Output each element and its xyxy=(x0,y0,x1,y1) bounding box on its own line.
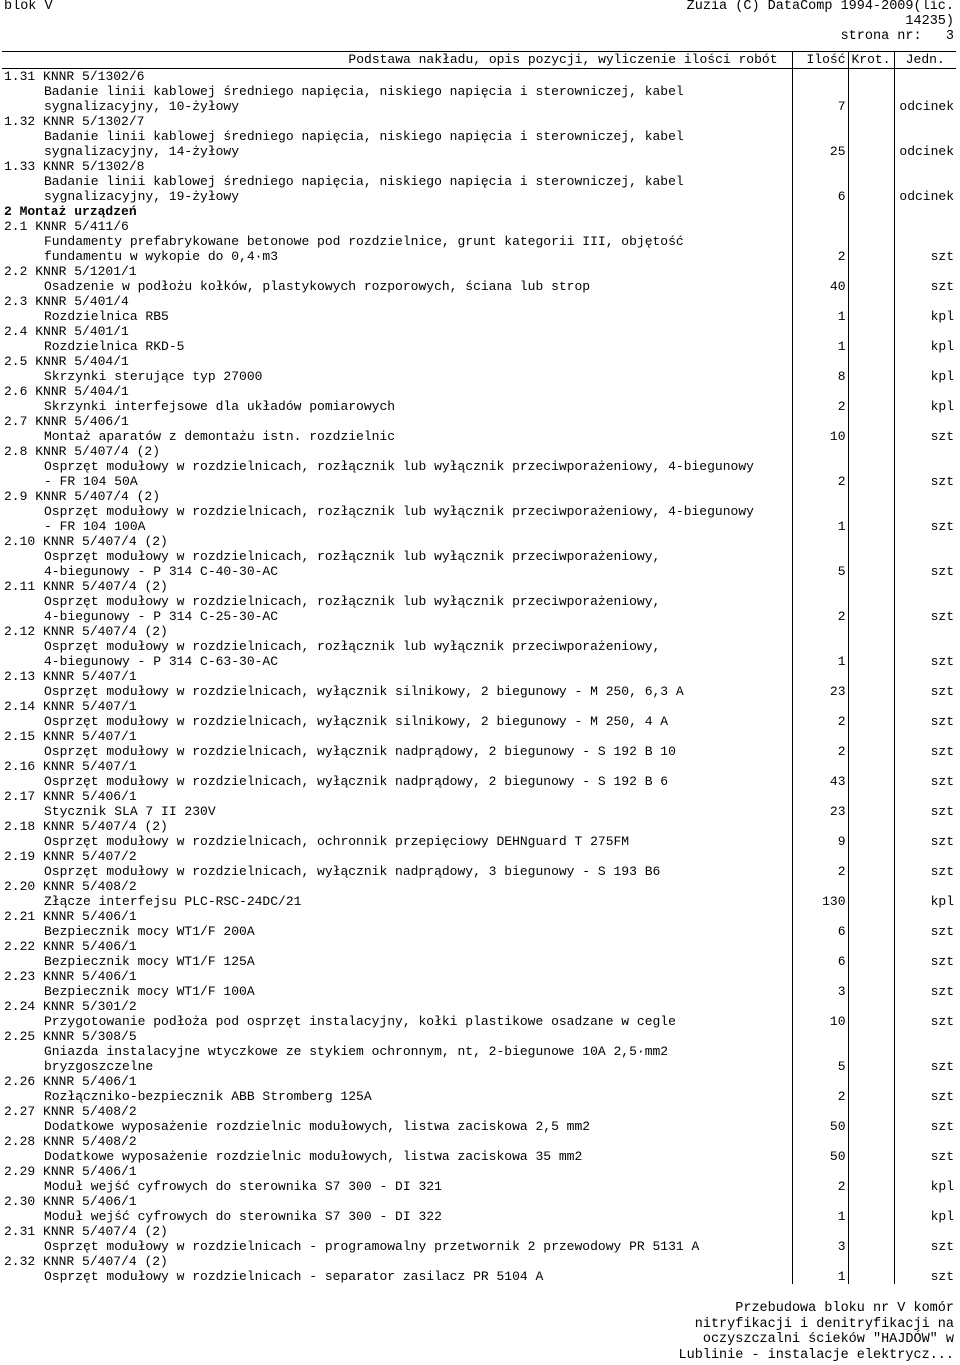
table-row xyxy=(2,594,956,609)
item-unit: szt xyxy=(930,1059,954,1074)
item-code: KNNR 5/308/5 xyxy=(43,1029,137,1044)
item-code: KNNR 5/404/1 xyxy=(35,384,129,399)
item-unit: szt xyxy=(930,279,954,294)
table-row xyxy=(2,939,956,954)
item-number: 2.28 xyxy=(4,1134,36,1149)
item-number: 1.32 xyxy=(4,114,36,129)
table-row xyxy=(2,1029,956,1044)
item-description: Osprzęt modułowy w rozdzielnicach, wyłącznik nadprądowy, 3 biegunowy - S 193 B6 xyxy=(44,864,661,879)
item-unit: szt xyxy=(930,1089,954,1104)
item-description: Dodatkowe wyposażenie rozdzielnic modułowych, listwa zaciskowa 2,5 mm2 xyxy=(44,1119,591,1134)
item-unit: szt xyxy=(930,744,954,759)
item-description: Osprzęt modułowy w rozdzielnicach, rozłącznik lub wyłącznik przeciwporażeniowy, xyxy=(44,639,661,654)
item-quantity: 130 xyxy=(792,894,848,909)
header-license-line: Zuzia (C) DataComp 1994-2009(lic. xyxy=(686,0,954,14)
item-description: Rozdzielnica RKD-5 xyxy=(44,339,185,354)
item-description: Gniazda instalacyjne wtyczkowe ze stykiem ochronnym, nt, 2-biegunowe 10A 2,5·mm2 xyxy=(44,1044,669,1059)
item-quantity: 6 xyxy=(792,924,848,939)
item-quantity: 1 xyxy=(792,654,848,669)
item-number: 2.30 xyxy=(4,1194,36,1209)
column-header-unit: Jedn. xyxy=(894,52,956,69)
item-description: Przygotowanie podłoża pod osprzęt instalacyjny, kołki plastikowe osadzane w cegle xyxy=(44,1014,676,1029)
table-row xyxy=(2,309,956,324)
item-description: Złącze interfejsu PLC-RSC-24DC/21 xyxy=(44,894,302,909)
table-row xyxy=(2,264,956,279)
table-row xyxy=(2,654,956,669)
table-row xyxy=(2,759,956,774)
cost-estimate-table xyxy=(2,51,956,1284)
item-description: Osprzęt modułowy w rozdzielnicach, wyłącznik nadprądowy, 2 biegunowy - S 192 B 10 xyxy=(44,744,676,759)
table-row xyxy=(2,1134,956,1149)
item-number: 2.6 xyxy=(4,384,28,399)
item-unit: odcinek xyxy=(899,144,954,159)
item-description: Bezpiecznik mocy WT1/F 200A xyxy=(44,924,255,939)
item-description: - FR 104 50A xyxy=(44,474,138,489)
item-quantity: 1 xyxy=(792,1269,848,1284)
item-code: KNNR 5/401/1 xyxy=(35,324,129,339)
table-row xyxy=(2,1239,956,1254)
item-description: Badanie linii kablowej średniego napięcia, niskiego napięcia i sterowniczej, kabel xyxy=(44,84,684,99)
item-code: KNNR 5/407/1 xyxy=(43,699,137,714)
item-description: Osprzęt modułowy w rozdzielnicach, wyłącznik silnikowy, 2 biegunowy - M 250, 6,3 A xyxy=(44,684,684,699)
footer-line: oczyszczalni ścieków "HAJDÓW" w xyxy=(702,1332,954,1347)
table-row xyxy=(2,144,956,159)
item-quantity: 2 xyxy=(792,1179,848,1194)
footer-line: Przebudowa bloku nr V komór xyxy=(735,1301,954,1316)
table-row xyxy=(2,249,956,264)
item-description: Osprzęt modułowy w rozdzielnicach, ochronnik przepięciowy DEHNguard T 275FM xyxy=(44,834,630,849)
item-unit: szt xyxy=(930,429,954,444)
header-block-name: blok V xyxy=(4,0,53,14)
item-unit: szt xyxy=(930,924,954,939)
table-row xyxy=(2,534,956,549)
item-number: 2.31 xyxy=(4,1224,36,1239)
item-code: KNNR 5/406/1 xyxy=(43,1074,137,1089)
table-row xyxy=(2,474,956,489)
header-page-number: strona nr: 3 xyxy=(840,29,954,44)
item-number: 2.5 xyxy=(4,354,28,369)
item-description: 4-biegunowy - P 314 C-40-30-AC xyxy=(44,564,279,579)
item-number: 2.12 xyxy=(4,624,36,639)
table-row xyxy=(2,279,956,294)
item-description: Badanie linii kablowej średniego napięcia, niskiego napięcia i sterowniczej, kabel xyxy=(44,174,684,189)
item-quantity: 3 xyxy=(792,984,848,999)
item-unit: szt xyxy=(930,954,954,969)
item-unit: kpl xyxy=(930,339,954,354)
table-row xyxy=(2,1014,956,1029)
item-description: Osprzęt modułowy w rozdzielnicach, rozłącznik lub wyłącznik przeciwporażeniowy, 4-biegunowy xyxy=(44,459,754,474)
table-row xyxy=(2,984,956,999)
table-row xyxy=(2,1149,956,1164)
table-row xyxy=(2,564,956,579)
item-code: KNNR 5/408/2 xyxy=(43,879,137,894)
table-row xyxy=(2,189,956,204)
column-header-description: Podstawa nakładu, opis pozycji, wyliczenie ilości robót xyxy=(2,52,792,69)
column-header-row xyxy=(2,52,956,69)
item-number: 2.21 xyxy=(4,909,36,924)
item-description: Moduł wejść cyfrowych do sterownika S7 300 - DI 322 xyxy=(44,1209,442,1224)
item-unit: szt xyxy=(930,984,954,999)
table-row xyxy=(2,1209,956,1224)
table-row xyxy=(2,459,956,474)
item-unit: odcinek xyxy=(899,189,954,204)
table-row xyxy=(2,69,956,85)
item-code: KNNR 5/406/1 xyxy=(43,969,137,984)
table-row xyxy=(2,1194,956,1209)
item-quantity: 7 xyxy=(792,99,848,114)
item-quantity: 2 xyxy=(792,399,848,414)
table-row xyxy=(2,669,956,684)
item-unit: szt xyxy=(930,774,954,789)
table-row xyxy=(2,834,956,849)
item-description: fundamentu w wykopie do 0,4·m3 xyxy=(44,249,279,264)
item-code: KNNR 5/406/1 xyxy=(43,909,137,924)
item-unit: szt xyxy=(930,1269,954,1284)
item-quantity: 23 xyxy=(792,804,848,819)
item-code: KNNR 5/407/4 (2) xyxy=(43,624,168,639)
item-unit: szt xyxy=(930,654,954,669)
item-unit: szt xyxy=(930,519,954,534)
table-row xyxy=(2,294,956,309)
item-code: KNNR 5/401/4 xyxy=(35,294,129,309)
item-unit: szt xyxy=(930,1149,954,1164)
item-unit: kpl xyxy=(930,369,954,384)
item-quantity: 1 xyxy=(792,519,848,534)
item-number: 2.25 xyxy=(4,1029,36,1044)
item-quantity: 2 xyxy=(792,609,848,624)
item-unit: kpl xyxy=(930,309,954,324)
item-number: 2.1 xyxy=(4,219,28,234)
table-row xyxy=(2,1104,956,1119)
item-unit: szt xyxy=(930,834,954,849)
item-code: KNNR 5/1302/7 xyxy=(43,114,145,129)
table-row xyxy=(2,1269,956,1284)
item-number: 2.18 xyxy=(4,819,36,834)
item-quantity: 25 xyxy=(792,144,848,159)
table-row xyxy=(2,324,956,339)
table-row xyxy=(2,399,956,414)
item-quantity: 10 xyxy=(792,429,848,444)
item-quantity: 50 xyxy=(792,1119,848,1134)
item-code: KNNR 5/407/4 (2) xyxy=(43,1254,168,1269)
table-row xyxy=(2,384,956,399)
table-row xyxy=(2,504,956,519)
table-row xyxy=(2,159,956,174)
item-number: 2.9 xyxy=(4,489,28,504)
item-quantity: 2 xyxy=(792,1089,848,1104)
table-row xyxy=(2,99,956,114)
item-number: 2.24 xyxy=(4,999,36,1014)
item-description: Moduł wejść cyfrowych do sterownika S7 300 - DI 321 xyxy=(44,1179,442,1194)
item-code: KNNR 5/408/2 xyxy=(43,1134,137,1149)
item-number: 2.2 xyxy=(4,264,28,279)
item-description: Osadzenie w podłożu kołków, plastykowych rozporowych, ściana lub strop xyxy=(44,279,591,294)
item-quantity: 2 xyxy=(792,744,848,759)
item-code: KNNR 5/404/1 xyxy=(35,354,129,369)
table-row xyxy=(2,1074,956,1089)
item-quantity: 43 xyxy=(792,774,848,789)
item-quantity: 5 xyxy=(792,1059,848,1074)
item-description: Skrzynki sterujące typ 27000 xyxy=(44,369,263,384)
table-row xyxy=(2,684,956,699)
item-code: KNNR 5/301/2 xyxy=(43,999,137,1014)
table-row xyxy=(2,699,956,714)
item-number: 2.22 xyxy=(4,939,36,954)
item-unit: kpl xyxy=(930,894,954,909)
table-row xyxy=(2,1059,956,1074)
item-unit: szt xyxy=(930,1119,954,1134)
item-number: 2.17 xyxy=(4,789,36,804)
table-row xyxy=(2,519,956,534)
item-number: 2.8 xyxy=(4,444,28,459)
table-row xyxy=(2,444,956,459)
column-header-quantity: Ilość xyxy=(792,52,848,69)
item-description: Montaż aparatów z demontażu istn. rozdzielnic xyxy=(44,429,396,444)
item-code: KNNR 5/407/4 (2) xyxy=(43,579,168,594)
table-row xyxy=(2,1224,956,1239)
item-number: 2.4 xyxy=(4,324,28,339)
item-description: Bezpiecznik mocy WT1/F 100A xyxy=(44,984,255,999)
item-code: KNNR 5/407/1 xyxy=(43,759,137,774)
table-row xyxy=(2,864,956,879)
table-row xyxy=(2,1164,956,1179)
table-row xyxy=(2,429,956,444)
footer-line: Lublinie - instalacje elektrycz... xyxy=(678,1347,954,1363)
item-quantity: 1 xyxy=(792,339,848,354)
item-quantity: 50 xyxy=(792,1149,848,1164)
table-row xyxy=(2,714,956,729)
item-description: - FR 104 100A xyxy=(44,519,146,534)
table-row xyxy=(2,624,956,639)
item-number: 2.14 xyxy=(4,699,36,714)
item-number: 2.10 xyxy=(4,534,36,549)
table-row xyxy=(2,804,956,819)
table-row xyxy=(2,819,956,834)
table-row xyxy=(2,729,956,744)
item-quantity: 2 xyxy=(792,249,848,264)
item-quantity: 10 xyxy=(792,1014,848,1029)
item-unit: odcinek xyxy=(899,99,954,114)
table-row xyxy=(2,879,956,894)
section-title: 2 Montaż urządzeń xyxy=(2,204,792,219)
item-description: Dodatkowe wyposażenie rozdzielnic modułowych, listwa zaciskowa 35 mm2 xyxy=(44,1149,583,1164)
item-number: 2.11 xyxy=(4,579,36,594)
item-code: KNNR 5/1302/6 xyxy=(43,69,145,84)
table-row xyxy=(2,489,956,504)
item-code: KNNR 5/408/2 xyxy=(43,1104,137,1119)
item-code: KNNR 5/407/4 (2) xyxy=(35,444,161,459)
item-unit: szt xyxy=(930,804,954,819)
table-row xyxy=(2,924,956,939)
table-row xyxy=(2,369,956,384)
header-program-info xyxy=(687,0,954,44)
item-description: Osprzęt modułowy w rozdzielnicach - programowalny przetwornik 2 przewodowy PR 5131 A xyxy=(44,1239,700,1254)
table-row xyxy=(2,969,956,984)
item-unit: szt xyxy=(930,474,954,489)
table-row xyxy=(2,1179,956,1194)
table-row xyxy=(2,789,956,804)
item-description: 4-biegunowy - P 314 C-63-30-AC xyxy=(44,654,279,669)
section-row xyxy=(2,204,956,219)
item-unit: szt xyxy=(930,249,954,264)
item-unit: kpl xyxy=(930,399,954,414)
item-unit: szt xyxy=(930,1239,954,1254)
item-code: KNNR 5/411/6 xyxy=(35,219,129,234)
item-unit: kpl xyxy=(930,1209,954,1224)
item-quantity: 1 xyxy=(792,309,848,324)
item-number: 2.15 xyxy=(4,729,36,744)
item-description: Osprzęt modułowy w rozdzielnicach - separator zasilacz PR 5104 A xyxy=(44,1269,544,1284)
item-code: KNNR 5/1201/1 xyxy=(35,264,137,279)
table-row xyxy=(2,1089,956,1104)
table-row xyxy=(2,549,956,564)
item-number: 2.27 xyxy=(4,1104,36,1119)
item-quantity: 8 xyxy=(792,369,848,384)
item-quantity: 5 xyxy=(792,564,848,579)
table-row xyxy=(2,954,956,969)
item-code: KNNR 5/407/1 xyxy=(43,669,137,684)
item-number: 2.13 xyxy=(4,669,36,684)
table-row xyxy=(2,894,956,909)
item-unit: szt xyxy=(930,714,954,729)
item-description: sygnalizacyjny, 10-żyłowy xyxy=(44,99,240,114)
table-row xyxy=(2,354,956,369)
item-description: Stycznik SLA 7 II 230V xyxy=(44,804,216,819)
item-description: sygnalizacyjny, 19-żyłowy xyxy=(44,189,240,204)
item-description: Osprzęt modułowy w rozdzielnicach, wyłącznik nadprądowy, 2 biegunowy - S 192 B 6 xyxy=(44,774,669,789)
item-unit: kpl xyxy=(930,1179,954,1194)
table-row xyxy=(2,999,956,1014)
item-number: 2.16 xyxy=(4,759,36,774)
item-number: 2.23 xyxy=(4,969,36,984)
item-code: KNNR 5/406/1 xyxy=(35,414,129,429)
table-row xyxy=(2,639,956,654)
table-row xyxy=(2,84,956,99)
item-number: 2.3 xyxy=(4,294,28,309)
item-number: 2.20 xyxy=(4,879,36,894)
table-row xyxy=(2,1119,956,1134)
item-description: Osprzęt modułowy w rozdzielnicach, wyłącznik silnikowy, 2 biegunowy - M 250, 4 A xyxy=(44,714,669,729)
item-description: Badanie linii kablowej średniego napięcia, niskiego napięcia i sterowniczej, kabel xyxy=(44,129,684,144)
table-row xyxy=(2,1254,956,1269)
table-row xyxy=(2,849,956,864)
table-row xyxy=(2,774,956,789)
item-number: 2.32 xyxy=(4,1254,36,1269)
table-row xyxy=(2,609,956,624)
item-description: Osprzęt modułowy w rozdzielnicach, rozłącznik lub wyłącznik przeciwporażeniowy, xyxy=(44,594,661,609)
item-quantity: 23 xyxy=(792,684,848,699)
header-license-number: 14235) xyxy=(905,14,954,29)
item-description: Fundamenty prefabrykowane betonowe pod rozdzielnice, grunt kategorii III, objętość xyxy=(44,234,684,249)
item-code: KNNR 5/407/4 (2) xyxy=(43,1224,168,1239)
item-code: KNNR 5/406/1 xyxy=(43,789,137,804)
item-quantity: 40 xyxy=(792,279,848,294)
table-row xyxy=(2,579,956,594)
item-quantity: 6 xyxy=(792,189,848,204)
item-unit: szt xyxy=(930,564,954,579)
table-row xyxy=(2,339,956,354)
table-row xyxy=(2,744,956,759)
item-description: 4-biegunowy - P 314 C-25-30-AC xyxy=(44,609,279,624)
table-row xyxy=(2,414,956,429)
item-number: 2.29 xyxy=(4,1164,36,1179)
item-unit: szt xyxy=(930,864,954,879)
item-code: KNNR 5/407/4 (2) xyxy=(43,534,168,549)
table-row xyxy=(2,234,956,249)
item-number: 1.33 xyxy=(4,159,36,174)
item-number: 2.19 xyxy=(4,849,36,864)
item-description: Rozłączniko-bezpiecznik ABB Stromberg 125A xyxy=(44,1089,372,1104)
item-code: KNNR 5/406/1 xyxy=(43,1164,137,1179)
item-code: KNNR 5/406/1 xyxy=(43,939,137,954)
item-description: sygnalizacyjny, 14-żyłowy xyxy=(44,144,240,159)
table-row xyxy=(2,219,956,234)
item-number: 2.7 xyxy=(4,414,28,429)
item-code: KNNR 5/407/4 (2) xyxy=(35,489,161,504)
item-code: KNNR 5/407/4 (2) xyxy=(43,819,168,834)
table-row xyxy=(2,1044,956,1059)
footer-line: nitryfikacji i denitryfikacji na xyxy=(694,1316,954,1332)
table-row xyxy=(2,174,956,189)
item-quantity: 2 xyxy=(792,714,848,729)
item-unit: szt xyxy=(930,1014,954,1029)
item-quantity: 2 xyxy=(792,864,848,879)
footer-project-title xyxy=(679,1301,954,1363)
item-description: bryzgoszczelne xyxy=(44,1059,154,1074)
item-description: Skrzynki interfejsowe dla układów pomiarowych xyxy=(44,399,396,414)
item-code: KNNR 5/1302/8 xyxy=(43,159,145,174)
item-code: KNNR 5/407/2 xyxy=(43,849,137,864)
item-quantity: 6 xyxy=(792,954,848,969)
item-quantity: 1 xyxy=(792,1209,848,1224)
table-row xyxy=(2,129,956,144)
item-code: KNNR 5/406/1 xyxy=(43,1194,137,1209)
item-quantity: 3 xyxy=(792,1239,848,1254)
item-description: Osprzęt modułowy w rozdzielnicach, rozłącznik lub wyłącznik przeciwporażeniowy, 4-biegunowy xyxy=(44,504,754,519)
table-row xyxy=(2,909,956,924)
table-row xyxy=(2,114,956,129)
item-description: Bezpiecznik mocy WT1/F 125A xyxy=(44,954,255,969)
item-quantity: 2 xyxy=(792,474,848,489)
item-number: 2.26 xyxy=(4,1074,36,1089)
item-description: Rozdzielnica RB5 xyxy=(44,309,169,324)
item-number: 1.31 xyxy=(4,69,36,84)
item-unit: szt xyxy=(930,684,954,699)
item-code: KNNR 5/407/1 xyxy=(43,729,137,744)
item-unit: szt xyxy=(930,609,954,624)
item-quantity: 9 xyxy=(792,834,848,849)
column-header-multiplier: Krot. xyxy=(848,52,894,69)
item-description: Osprzęt modułowy w rozdzielnicach, rozłącznik lub wyłącznik przeciwporażeniowy, xyxy=(44,549,661,564)
